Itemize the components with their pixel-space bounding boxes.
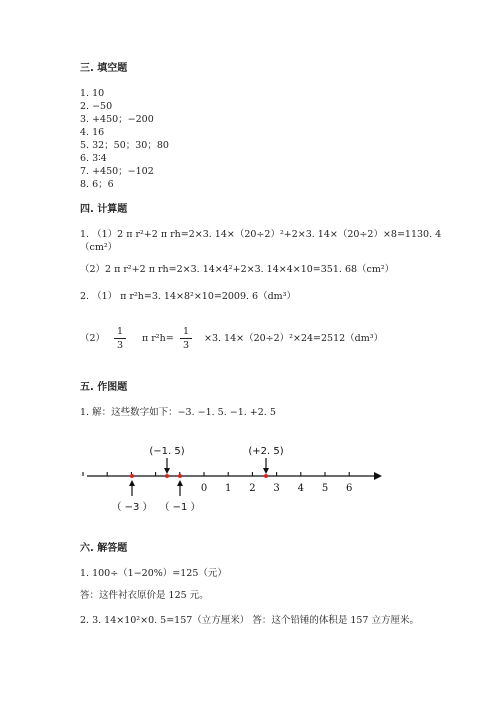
number-line-tick-label: 3 xyxy=(273,483,280,494)
fraction-one-third xyxy=(180,326,192,351)
section-title-calculation: 四. 计算题 xyxy=(80,204,128,215)
answer-line: 3. +450；−200 xyxy=(80,114,154,125)
section-title-answers: 六. 解答题 xyxy=(80,543,128,554)
number-line-tick-label: 0 xyxy=(200,483,208,494)
calc-line-prefix: （2） xyxy=(80,333,106,344)
answer-line: 2. −50 xyxy=(80,101,113,112)
number-line-tick-label: 6 xyxy=(346,483,353,494)
fraction-bar xyxy=(180,338,192,339)
calc-line: 2. （1） π r²h=3. 14×8²×10=2009. 6（dm³） xyxy=(80,291,296,302)
label-neg-3: （ −3 ） xyxy=(111,502,153,513)
answer-line: 7. +450；−102 xyxy=(80,166,154,177)
answer-line: 6. 3∶4 xyxy=(80,153,107,164)
calc-line-end: ×3. 14×（20÷2）²×24=2512（dm³） xyxy=(204,333,384,344)
answer-line: 答：这件衬衣原价是 125 元。 xyxy=(80,590,209,601)
number-line-tick-label: 4 xyxy=(297,483,304,494)
calc-line: （cm²） xyxy=(80,242,118,253)
answer-line: 2. 3. 14×10²×0. 5=157（立方厘米） 答：这个铅锤的体积是 157 立方厘米。 xyxy=(80,615,419,626)
point-pos-2-5 xyxy=(264,474,268,478)
fraction-denominator: 3 xyxy=(116,340,124,351)
number-line-tick-label: 5 xyxy=(321,483,329,494)
number-line-diagram xyxy=(80,438,390,520)
number-line-arrowhead xyxy=(374,472,382,480)
calc-line-mid: π r²h= xyxy=(142,333,174,344)
calc-line: （2）2 π r²+2 π rh=2×3. 14×4²+2×3. 14×4×10=351. 68（cm²） xyxy=(80,264,395,275)
section-title-drawing: 五. 作图题 xyxy=(80,382,128,393)
answer-line: 5. 32；50；30；80 xyxy=(80,140,169,151)
arrowhead-neg-3 xyxy=(129,480,135,486)
point-neg-1-5 xyxy=(165,474,169,478)
number-line-tick-labels xyxy=(201,483,353,494)
fraction-numerator: 1 xyxy=(116,326,124,337)
fraction-bar xyxy=(114,338,126,339)
point-neg-1 xyxy=(178,474,182,478)
label-neg-1-5: (−1. 5) xyxy=(149,446,185,457)
point-neg-3 xyxy=(130,474,134,478)
number-line-tick-label: 2 xyxy=(249,483,256,494)
fraction-one-third xyxy=(114,326,126,351)
label-neg-1: （ −1 ） xyxy=(159,502,201,513)
answer-line: 1. 100÷（1−20%）=125（元） xyxy=(80,568,227,579)
answer-line: 8. 6；6 xyxy=(80,179,114,190)
number-line-tick-label: 1 xyxy=(225,483,232,494)
section-title-fill-in: 三. 填空题 xyxy=(80,63,128,74)
answer-line: 4. 16 xyxy=(80,127,105,138)
fraction-numerator: 1 xyxy=(182,326,190,337)
calc-line: 1. （1）2 π r²+2 π rh=2×3. 14×（20÷2）²+2×3. 14×（20÷2）×8=1130. 4 xyxy=(80,229,442,240)
drawing-answer-line: 1. 解：这些数字如下：−3. −1. 5. −1. +2. 5 xyxy=(80,407,276,418)
answer-line: 1. 10 xyxy=(80,88,105,99)
label-pos-2-5: (+2. 5) xyxy=(248,446,284,457)
arrowhead-pos-2-5 xyxy=(263,468,269,474)
fraction-denominator: 3 xyxy=(182,340,190,351)
arrowhead-neg-1 xyxy=(177,480,183,486)
arrowhead-neg-1-5 xyxy=(164,468,170,474)
